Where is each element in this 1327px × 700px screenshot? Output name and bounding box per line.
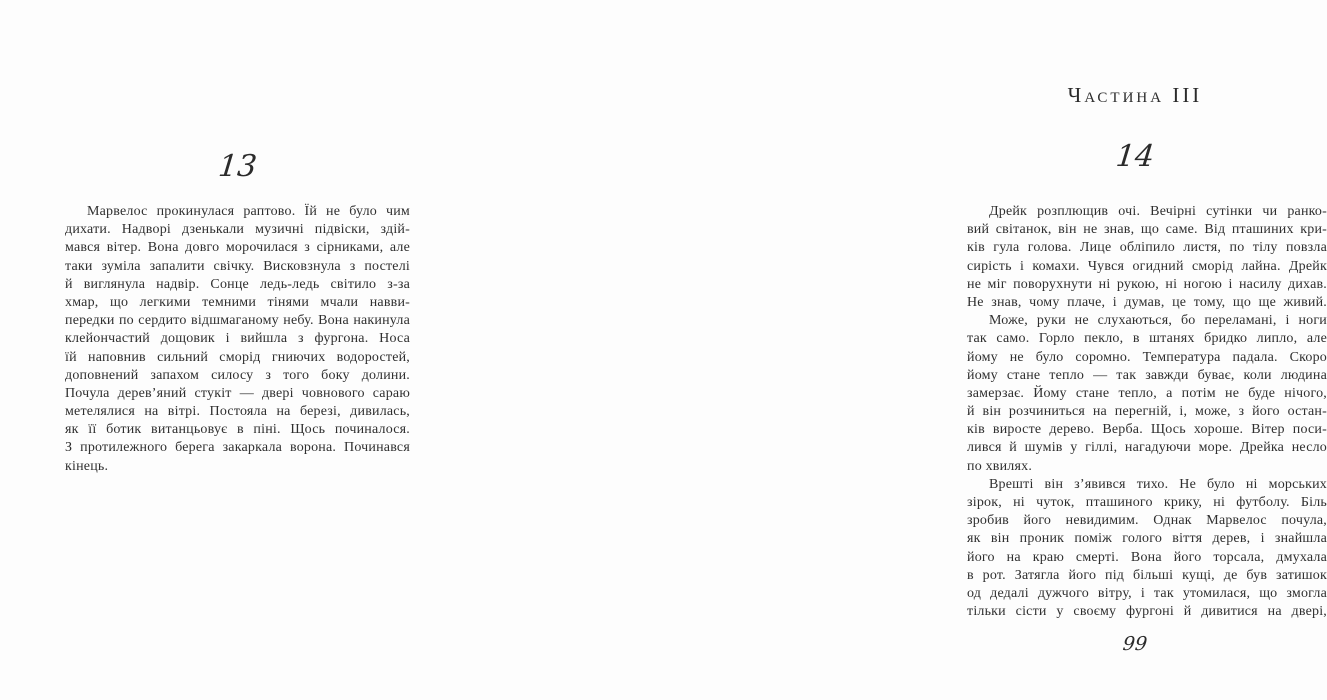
text-line: так само. Горло пекло, в штанях бридко липло, але bbox=[967, 331, 1327, 347]
text-line: сирість і комахи. Чувся огидний сморід лайна. Дрейк bbox=[967, 258, 1327, 274]
text-line: йому не було соромно. Температура падала. Скоро bbox=[967, 349, 1327, 365]
text-line: в рот. Затягла його під більші кущі, де був затишок bbox=[967, 567, 1327, 583]
text-line: вий світанок, він не знав, що саме. Від пташиних кри- bbox=[967, 222, 1327, 238]
text-line: зірок, ні чуток, пташиного крику, ні футболу. Біль bbox=[967, 495, 1327, 510]
text-line: хмар, що легкими темними тінями мчали навви- bbox=[65, 294, 410, 310]
text-line: їй наповнив сильний сморід гниючих водоростей, bbox=[65, 349, 410, 365]
right-page-text-block bbox=[967, 203, 1327, 621]
text-line: йому стане тепло — так завжди буває, коли людина bbox=[967, 367, 1327, 383]
text-line: клейончастий дощовик і вийшла з фургона. Носа bbox=[65, 331, 410, 347]
text-line: дихати. Надворі дзенькали музичні підвіски, здій- bbox=[65, 222, 410, 238]
text-line: З протилежного берега закаркала ворона. Починався bbox=[65, 440, 410, 456]
text-line: таки зуміла запалити свічку. Висковзнула з постелі bbox=[65, 258, 410, 274]
text-line: Не знав, чому плаче, і думав, це тому, що ще живий. bbox=[967, 294, 1327, 310]
page-left bbox=[0, 0, 455, 700]
text-line: доповнений запахом силосу з того боку долини. bbox=[65, 367, 410, 383]
text-line: його на краю смерті. Вона його торсала, дмухала bbox=[967, 549, 1327, 565]
text-line: Почула дерев’яний стукіт — двері човнового сараю bbox=[65, 385, 410, 401]
part-header: Частина III bbox=[1067, 83, 1203, 107]
text-line: зробив його невидимим. Однак Марвелос почула, bbox=[967, 513, 1327, 529]
text-line: по хвилях. bbox=[967, 458, 1033, 474]
text-line: замерзає. Йому стане тепло, а потім не буде нічого, bbox=[967, 385, 1327, 401]
text-line: метелялися на вітрі. Постояла на березі, дивилась, bbox=[65, 404, 410, 420]
text-line: тільки сісти у своєму фургоні й дивитися на двері, bbox=[967, 604, 1327, 620]
text-line: лився й шумів у гіллі, нагадуючи море. Дрейка несло bbox=[967, 440, 1327, 456]
text-line: Дрейк розплющив очі. Вечірні сутінки чи ранко- bbox=[989, 204, 1327, 219]
text-line: кінець. bbox=[65, 458, 109, 474]
text-line: Може, руки не слухаються, бо переламані, і ноги bbox=[989, 313, 1327, 329]
text-line: як він проник поміж голого віття дерев, і знайшла bbox=[967, 531, 1327, 547]
chapter-heading-13: 13 bbox=[216, 149, 259, 184]
text-line: од дедалі дужчого вітру, і так утомилася, що змогла bbox=[967, 585, 1327, 601]
text-line: й він розчиниться на перегній, і, може, з його остан- bbox=[967, 404, 1327, 420]
text-line: ків виросте дерево. Верба. Щось хороше. Вітер поси- bbox=[967, 422, 1327, 438]
text-line: Марвелос прокинулася раптово. Їй не було чим bbox=[87, 204, 410, 219]
text-line: мався вітер. Вона довго морочилася з сірниками, але bbox=[65, 240, 410, 256]
chapter-heading-14: 14 bbox=[1114, 139, 1156, 174]
left-page-text-block bbox=[65, 203, 410, 476]
text-line: й виглянула надвір. Сонце ледь-ледь світило з-за bbox=[65, 276, 410, 292]
page-number: 99 bbox=[1121, 633, 1149, 655]
text-line: не міг поворухнути ні рукою, ні ногою і насилу дихав. bbox=[967, 276, 1327, 292]
text-line: передки по сердито відшмаганому небу. Вона накинула bbox=[65, 313, 410, 329]
page-right bbox=[455, 0, 1327, 700]
text-line: ків гула голова. Лице обліпило листя, по тілу повзла bbox=[967, 240, 1327, 256]
text-line: Врешті він з’явився тихо. Не було ні морських bbox=[989, 476, 1327, 492]
text-line: як її ботик витанцьовує в піні. Щось починалося. bbox=[65, 422, 410, 438]
